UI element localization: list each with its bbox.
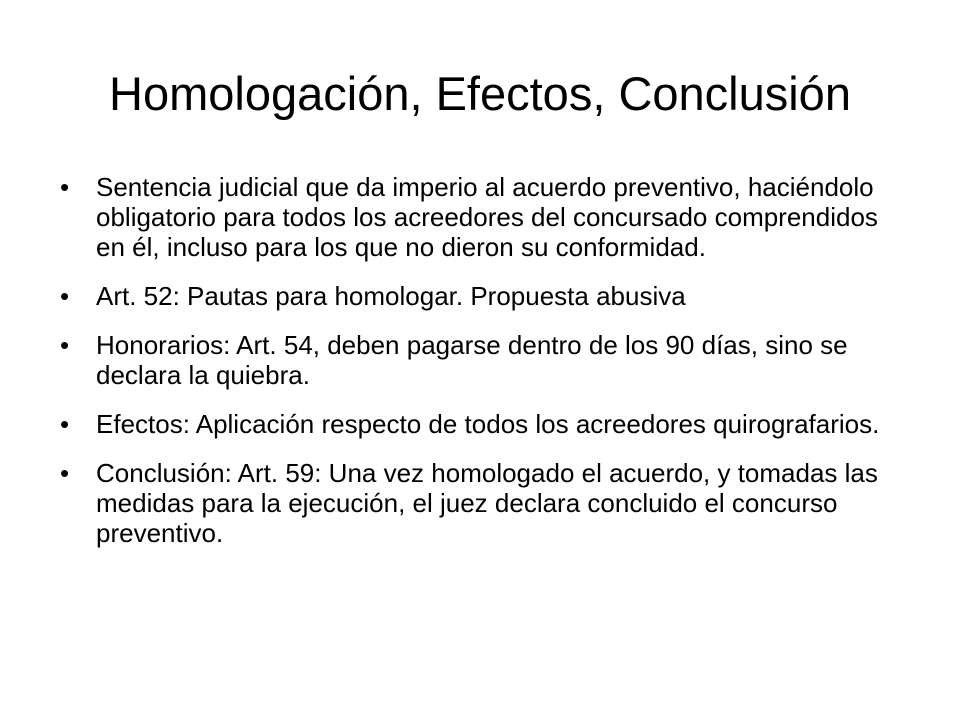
bullet-text: Art. 52: Pautas para homologar. Propuesta abusiva	[96, 281, 686, 311]
bullet-icon: •	[60, 330, 70, 360]
bullet-list	[60, 172, 910, 567]
bullet-item	[60, 409, 910, 439]
bullet-icon: •	[60, 281, 70, 311]
bullet-item	[60, 281, 910, 311]
bullet-text: Sentencia judicial que da imperio al acuerdo preventivo, haciéndolo obligatorio para todos los acreedores del concursado comprendidos en él, incluso para los que no dieron su conformidad.	[96, 172, 878, 262]
bullet-item	[60, 172, 910, 262]
slide-title: Homologación, Efectos, Conclusión	[109, 67, 851, 120]
bullet-icon: •	[60, 409, 70, 439]
bullet-text: Conclusión: Art. 59: Una vez homologado el acuerdo, y tomadas las medidas para la ejecución, el juez declara concluido el concurso preventivo.	[96, 458, 878, 548]
bullet-icon: •	[60, 172, 70, 202]
bullet-text: Honorarios: Art. 54, deben pagarse dentro de los 90 días, sino se declara la quiebra.	[96, 330, 848, 390]
bullet-icon: •	[60, 458, 70, 488]
bullet-item	[60, 330, 910, 390]
bullet-item	[60, 458, 910, 548]
bullet-text: Efectos: Aplicación respecto de todos los acreedores quirografarios.	[96, 409, 880, 439]
